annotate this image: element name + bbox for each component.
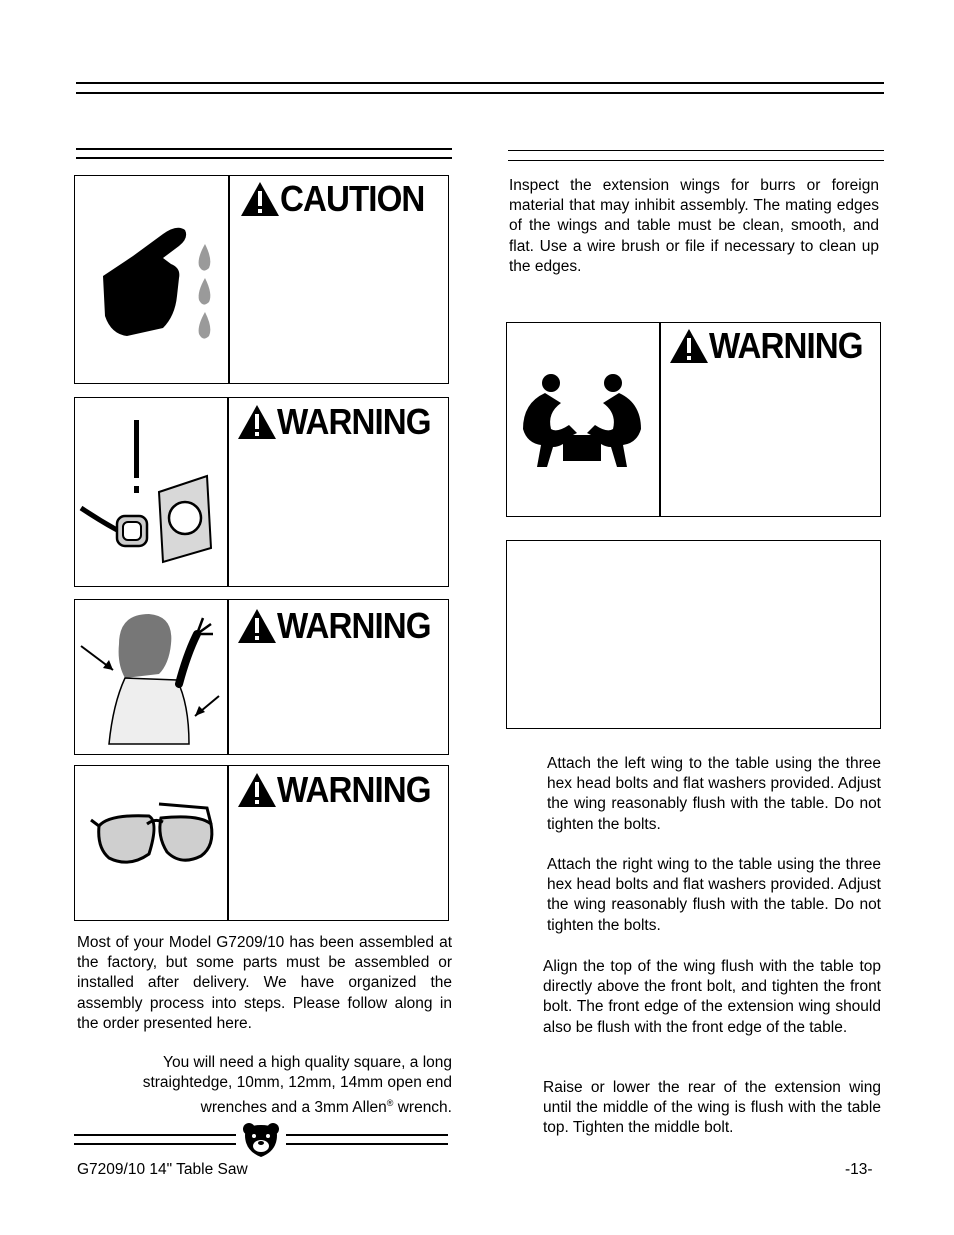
caution-signal-word (240, 178, 437, 219)
caution-label: CAUTION (280, 178, 425, 219)
top-rule-2 (76, 92, 884, 94)
left-heading-rule-2 (76, 157, 452, 159)
warning-signal-electrical (237, 401, 444, 442)
alert-triangle-icon (237, 772, 277, 808)
footer-model: G7209/10 14" Table Saw (77, 1161, 248, 1178)
step-left-wing: Attach the left wing to the table using the three hex head bolts and flat washers provided. Adjust the wing reasonably flush with the table. Do not tighten the bolts. (547, 755, 881, 833)
tools-needed-text: You will need a high quality square, a long straightedge, 10mm, 12mm, 14mm open end wrenches and a 3mm Allen (142, 1054, 452, 1117)
step-right-wing: Attach the right wing to the table using the three hex head bolts and flat washers provided. Adjust the wing reasonably flush with the table. Do not tighten the bolts. (547, 856, 881, 934)
bear-logo-icon (241, 1121, 281, 1159)
note-box (506, 540, 881, 729)
inspect-wings-paragraph: Inspect the extension wings for burrs or foreign material that may inhibit assembly. The mating edges of the wings and table must be clean, smooth, and flat. Use a wire brush or file if necessary to clean up the edges. (509, 177, 879, 275)
warning-signal-glasses (237, 769, 444, 810)
footer-page-number: -13- (845, 1161, 873, 1178)
assembly-intro-paragraph: Most of your Model G7209/10 has been assembled at the factory, but some parts must be assembled or installed after delivery. We have organized the assembly process into steps. Please follow along in the order presented here. (77, 934, 452, 1032)
alert-triangle-icon (669, 328, 709, 364)
top-rule-1 (76, 82, 884, 84)
alert-triangle-icon (240, 181, 280, 217)
caution-panel (74, 175, 449, 384)
cut-finger-icon (93, 216, 223, 341)
warning-label: WARNING (277, 401, 431, 442)
logo-rule-right-2 (286, 1143, 448, 1145)
warning-panel-clothing (74, 599, 449, 755)
logo-rule-left-2 (74, 1143, 236, 1145)
warning-panel-glasses (74, 765, 449, 921)
warning-label: WARNING (709, 325, 863, 366)
two-person-lift-icon (517, 373, 647, 473)
warning-label: WARNING (277, 605, 431, 646)
logo-rule-right-1 (286, 1134, 448, 1136)
plug-outlet-icon (79, 412, 219, 572)
warning-panel-electrical (74, 397, 449, 587)
step-raise-rear: Raise or lower the rear of the extension wing until the middle of the wing is flush with the table top. Tighten the middle bolt. (543, 1079, 881, 1137)
step-align-front: Align the top of the wing flush with the table top directly above the front bolt, and tighten the front bolt. The front edge of the extension wing should also be flush with the front edge of the table. (543, 958, 881, 1036)
logo-rule-left-1 (74, 1134, 236, 1136)
alert-triangle-icon (237, 608, 277, 644)
alert-triangle-icon (237, 404, 277, 440)
left-heading-rule-1 (76, 148, 452, 150)
loose-hair-person-icon (79, 604, 224, 752)
right-heading-rule-2 (508, 160, 884, 161)
registered-mark: ® (386, 1098, 394, 1109)
tools-needed-text-end: wrench. (393, 1099, 452, 1117)
warning-signal-heavy-lift (669, 325, 876, 366)
warning-signal-clothing (237, 605, 444, 646)
tools-needed-paragraph (77, 1053, 452, 1119)
warning-panel-heavy-lift (506, 322, 881, 517)
right-heading-rule-1 (508, 150, 884, 151)
safety-glasses-icon (89, 796, 219, 876)
warning-label: WARNING (277, 769, 431, 810)
